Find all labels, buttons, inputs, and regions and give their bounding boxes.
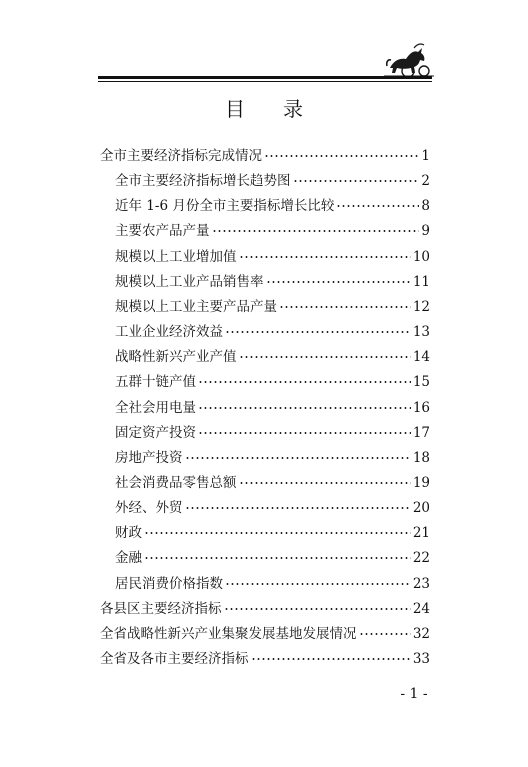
toc-leader-dots (359, 633, 411, 635)
toc-entry-label: 全省及各市主要经济指标 (100, 651, 249, 667)
toc-entry-page: 23 (412, 575, 430, 592)
toc-leader-dots (198, 407, 411, 409)
toc-entry[interactable] (100, 650, 430, 668)
toc-leader-dots (144, 557, 411, 559)
header-rule-thin (98, 81, 432, 82)
toc-leader-dots (239, 256, 411, 258)
toc-entry-label: 战略性新兴产业产值 (115, 349, 237, 366)
toc-leader-dots (225, 331, 411, 333)
toc-entry-page: 19 (412, 474, 430, 491)
toc-entry-page: 22 (412, 550, 430, 567)
toc-entry[interactable] (115, 449, 430, 467)
toc-entry-page: 8 (421, 198, 430, 215)
toc-entry-page: 10 (412, 248, 430, 265)
toc-leader-dots (279, 306, 411, 308)
toc-entry-page: 2 (421, 173, 430, 190)
toc-entry-page: 1 (421, 148, 430, 164)
toc-entry-label: 五群十链产值 (115, 374, 196, 391)
toc-leader-dots (212, 230, 420, 232)
toc-leader-dots (185, 507, 411, 509)
toc-entry-label: 社会消费品零售总额 (115, 474, 237, 491)
toc-entry-page: 16 (412, 399, 430, 416)
toc-leader-dots (239, 356, 411, 358)
toc-entry[interactable] (115, 323, 430, 341)
toc-entry[interactable] (100, 147, 430, 165)
toc-entry-page: 20 (412, 500, 430, 517)
toc-entry-page: 33 (412, 651, 430, 667)
toc-entry[interactable] (100, 600, 430, 618)
toc-entry-label: 工业企业经济效益 (115, 324, 223, 341)
toc-leader-dots (198, 381, 411, 383)
toc-entry-page: 9 (421, 223, 430, 240)
toc-entry-label: 固定资产投资 (115, 424, 196, 441)
toc-leader-dots (336, 205, 419, 207)
toc-entry-label: 全省战略性新兴产业集聚发展基地发展情况 (100, 625, 357, 642)
toc-entry[interactable] (115, 222, 430, 240)
toc-leader-dots (251, 658, 411, 660)
toc-entry-label: 规模以上工业增加值 (115, 248, 237, 265)
toc-entry[interactable] (115, 373, 430, 391)
toc-leader-dots (144, 532, 411, 534)
toc-entry-page: 24 (412, 600, 430, 617)
toc-entry[interactable] (115, 273, 430, 291)
toc-entry[interactable] (115, 248, 430, 266)
toc-entry[interactable] (115, 197, 430, 215)
toc-entry[interactable] (115, 549, 430, 567)
toc-entry-page: 18 (412, 449, 430, 466)
toc-entry-label: 主要农产品产量 (115, 223, 210, 240)
toc-entry-page: 17 (412, 424, 430, 441)
toc-entry-label: 各县区主要经济指标 (100, 600, 222, 617)
toc-entry-label: 规模以上工业主要产品产量 (115, 298, 277, 315)
toc-entry-page: 21 (412, 525, 430, 542)
toc-entry-page: 13 (412, 324, 430, 341)
toc-entry-label: 外经、外贸 (115, 500, 183, 517)
toc-entry[interactable] (115, 348, 430, 366)
toc-leader-dots (239, 482, 411, 484)
horse-logo-icon (384, 42, 434, 78)
toc-leader-dots (185, 457, 411, 459)
toc-entry[interactable] (115, 524, 430, 542)
toc-entry-page: 11 (412, 273, 430, 290)
toc-leader-dots (198, 432, 411, 434)
title-char-2: 录 (283, 97, 303, 121)
toc-entry[interactable] (100, 625, 430, 643)
toc-entry-label: 全社会用电量 (115, 399, 196, 416)
page-title (0, 93, 528, 122)
toc-leader-dots (224, 608, 411, 610)
toc-entry-page: 32 (412, 625, 430, 642)
toc-leader-dots (225, 583, 411, 585)
toc-entry-label: 房地产投资 (115, 449, 183, 466)
toc-entry[interactable] (115, 298, 430, 316)
toc-entry[interactable] (115, 474, 430, 492)
toc-entry-label: 金融 (115, 550, 142, 567)
toc-entry-label: 居民消费价格指数 (115, 575, 223, 592)
toc-entry-page: 12 (412, 298, 430, 315)
title-char-1: 目 (225, 97, 245, 121)
toc-entry[interactable] (115, 424, 430, 442)
toc-entry-label: 近年 1-6 月份全市主要指标增长比较 (115, 198, 335, 215)
toc-entry[interactable] (115, 399, 430, 417)
toc-entry-label: 全市主要经济指标增长趋势图 (115, 173, 291, 190)
toc-entry-label: 全市主要经济指标完成情况 (100, 148, 262, 164)
header-rule-thick (98, 76, 432, 79)
toc-entry-page: 14 (412, 349, 430, 366)
toc-entry[interactable] (115, 575, 430, 593)
toc-entry[interactable] (115, 499, 430, 517)
toc-entry[interactable] (115, 172, 430, 190)
toc-entry-label: 财政 (115, 525, 142, 542)
toc-leader-dots (264, 155, 419, 157)
toc-entry-page: 15 (412, 374, 430, 391)
toc-leader-dots (293, 180, 420, 182)
toc-leader-dots (266, 281, 411, 283)
toc-entry-label: 规模以上工业产品销售率 (115, 273, 264, 290)
page-number: - 1 - (400, 686, 428, 702)
